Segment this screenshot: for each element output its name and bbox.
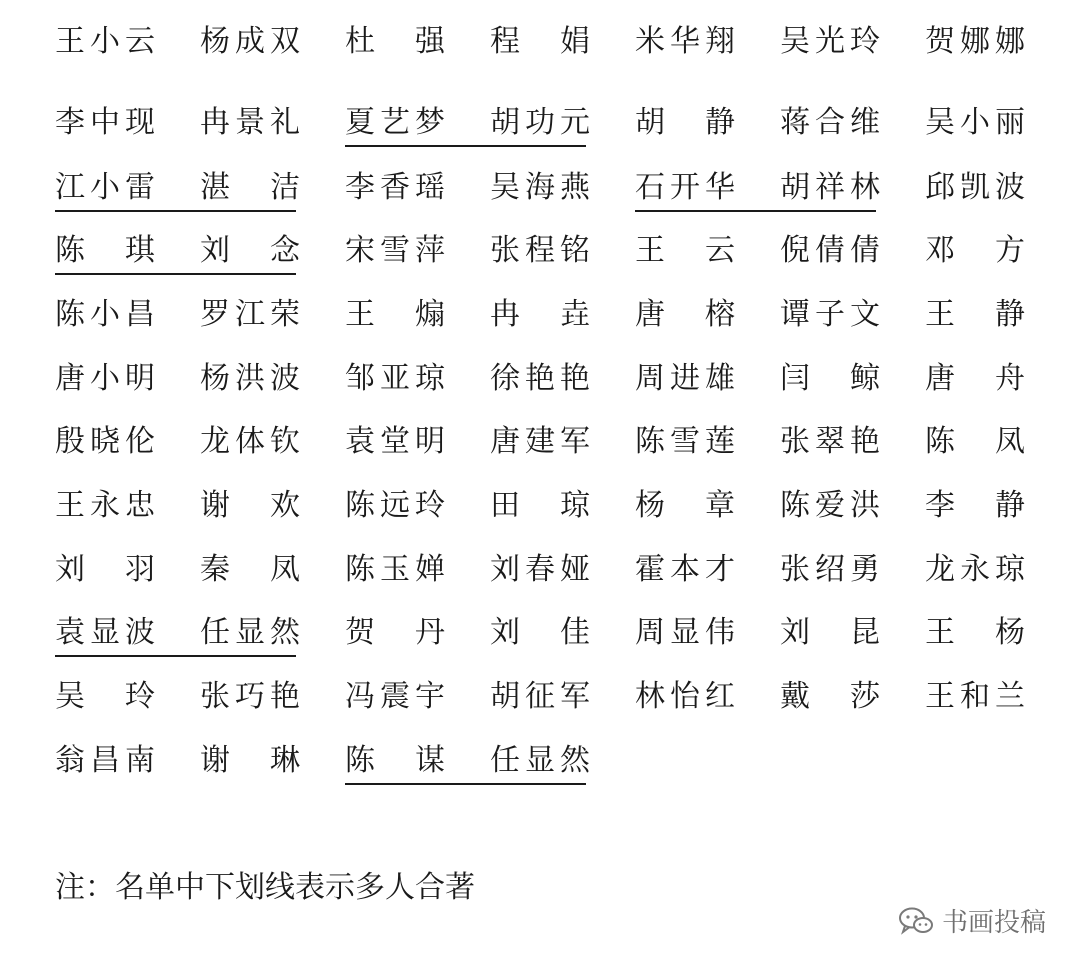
name-cell: 江小雷 — [55, 170, 155, 205]
name-cell: 殷晓伦 — [55, 424, 155, 459]
name-cell: 吴 玲 — [55, 679, 155, 714]
watermark-text: 书画投稿 — [941, 908, 1046, 938]
name-row — [0, 231, 1080, 295]
name-cell: 陈玉婵 — [345, 552, 445, 587]
name-row — [0, 422, 1080, 486]
name-cell: 陈 凤 — [925, 424, 1025, 459]
name-row — [0, 295, 1080, 359]
name-cell: 冯震宇 — [345, 679, 445, 714]
name-cell: 程 娟 — [490, 24, 590, 59]
name-cell: 张翠艳 — [780, 424, 880, 459]
name-row — [0, 359, 1080, 423]
name-cell: 刘 羽 — [55, 552, 155, 587]
name-cell: 李 静 — [925, 488, 1025, 523]
name-cell: 邓 方 — [925, 233, 1025, 268]
name-row — [0, 741, 1080, 805]
coauthor-underline — [55, 210, 296, 212]
note-text: 注：名单中下划线表示多人合著 — [55, 870, 475, 905]
name-cell: 唐建军 — [490, 424, 590, 459]
name-cell: 谢 琳 — [200, 743, 300, 778]
coauthor-underline — [345, 783, 586, 785]
name-cell: 闫 鲸 — [780, 361, 880, 396]
name-cell: 胡征军 — [490, 679, 590, 714]
name-cell: 杨洪波 — [200, 361, 300, 396]
name-cell: 刘 念 — [200, 233, 300, 268]
name-cell: 胡 静 — [635, 105, 735, 140]
coauthor-underline — [345, 145, 586, 147]
name-cell: 罗江荣 — [200, 297, 300, 332]
name-cell: 王 杨 — [925, 615, 1025, 650]
name-cell: 倪倩倩 — [780, 233, 880, 268]
name-cell: 袁显波 — [55, 615, 155, 650]
name-row — [0, 103, 1080, 167]
wechat-icon — [898, 906, 934, 936]
name-cell: 周显伟 — [635, 615, 735, 650]
name-cell: 任显然 — [490, 743, 590, 778]
name-cell: 李香瑶 — [345, 170, 445, 205]
watermark — [898, 902, 1046, 939]
name-cell: 王 云 — [635, 233, 735, 268]
name-cell: 冉 垚 — [490, 297, 590, 332]
name-cell: 王小云 — [55, 24, 155, 59]
name-cell: 陈爱洪 — [780, 488, 880, 523]
name-cell: 蒋合维 — [780, 105, 880, 140]
name-cell: 石开华 — [635, 170, 735, 205]
name-cell: 袁堂明 — [345, 424, 445, 459]
name-row — [0, 486, 1080, 550]
name-cell: 王和兰 — [925, 679, 1025, 714]
name-cell: 徐艳艳 — [490, 361, 590, 396]
name-cell: 龙永琼 — [925, 552, 1025, 587]
name-cell: 吴光玲 — [780, 24, 880, 59]
name-cell: 霍本才 — [635, 552, 735, 587]
name-row — [0, 22, 1080, 86]
name-cell: 林怡红 — [635, 679, 735, 714]
name-cell: 周进雄 — [635, 361, 735, 396]
name-row — [0, 168, 1080, 232]
name-cell: 宋雪萍 — [345, 233, 445, 268]
name-cell: 刘 佳 — [490, 615, 590, 650]
coauthor-underline — [55, 273, 296, 275]
name-cell: 胡功元 — [490, 105, 590, 140]
name-cell: 戴 莎 — [780, 679, 880, 714]
name-cell: 谢 欢 — [200, 488, 300, 523]
name-cell: 贺 丹 — [345, 615, 445, 650]
name-cell: 杨成双 — [200, 24, 300, 59]
name-cell: 王 煽 — [345, 297, 445, 332]
name-cell: 王永忠 — [55, 488, 155, 523]
name-cell: 胡祥林 — [780, 170, 880, 205]
name-cell: 唐 舟 — [925, 361, 1025, 396]
name-row — [0, 550, 1080, 614]
name-row — [0, 677, 1080, 741]
name-cell: 任显然 — [200, 615, 300, 650]
name-cell: 唐 榕 — [635, 297, 735, 332]
name-row — [0, 613, 1080, 677]
name-cell: 陈 琪 — [55, 233, 155, 268]
name-cell: 吴海燕 — [490, 170, 590, 205]
name-cell: 陈远玲 — [345, 488, 445, 523]
name-cell: 谭子文 — [780, 297, 880, 332]
name-cell: 张巧艳 — [200, 679, 300, 714]
name-cell: 米华翔 — [635, 24, 735, 59]
name-cell: 张程铭 — [490, 233, 590, 268]
name-cell: 杨 章 — [635, 488, 735, 523]
name-cell: 夏艺梦 — [345, 105, 445, 140]
name-cell: 湛 洁 — [200, 170, 300, 205]
name-cell: 田 琼 — [490, 488, 590, 523]
name-cell: 龙体钦 — [200, 424, 300, 459]
name-cell: 杜 强 — [345, 24, 445, 59]
name-cell: 刘 昆 — [780, 615, 880, 650]
name-cell: 唐小明 — [55, 361, 155, 396]
name-cell: 陈小昌 — [55, 297, 155, 332]
name-cell: 贺娜娜 — [925, 24, 1025, 59]
name-cell: 邱凯波 — [925, 170, 1025, 205]
name-cell: 刘春娅 — [490, 552, 590, 587]
name-cell: 冉景礼 — [200, 105, 300, 140]
name-cell: 陈 谋 — [345, 743, 445, 778]
name-cell: 张绍勇 — [780, 552, 880, 587]
coauthor-underline — [55, 655, 296, 657]
name-cell: 陈雪莲 — [635, 424, 735, 459]
name-cell: 翁昌南 — [55, 743, 155, 778]
name-cell: 王 静 — [925, 297, 1025, 332]
name-cell: 邹亚琼 — [345, 361, 445, 396]
name-cell: 李中现 — [55, 105, 155, 140]
name-cell: 秦 凤 — [200, 552, 300, 587]
name-cell: 吴小丽 — [925, 105, 1025, 140]
coauthor-underline — [635, 210, 876, 212]
